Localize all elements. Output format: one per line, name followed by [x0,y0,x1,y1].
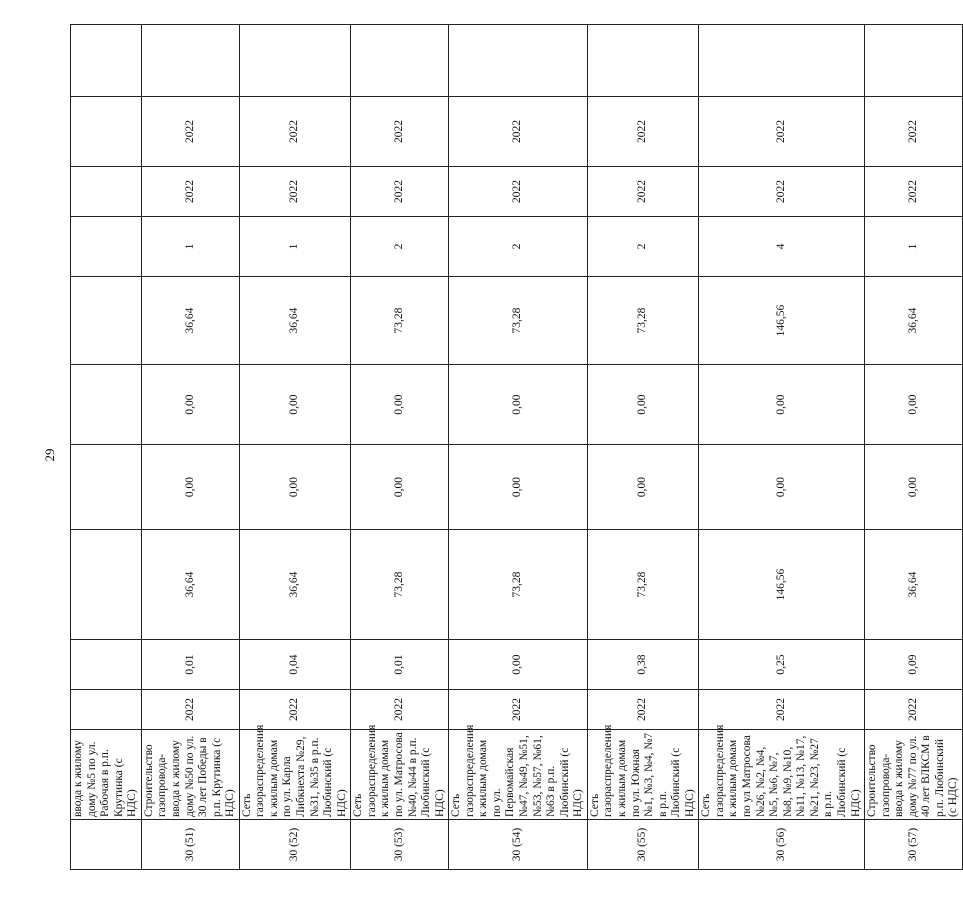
cell-c2: 36,64 [239,530,351,640]
cell-c5: 73,28 [449,277,588,365]
cell-c3: 0,00 [239,445,351,530]
cell-id: 30 (54) [449,820,588,870]
cell-y2: 2022 [699,97,865,167]
table-row [141,25,239,870]
cell-name: Сеть газораспределения к жилым домам по ул Матросова №26, №2, №4, №5, №6, №7, №8, №9, №10, №11, №13, №17, №21, №23, №27 в р.п. Любинский (с НДС) [699,730,865,820]
cell-name: Сеть газораспределения к жилым домам по ул. Карла Либкнехта №29, №31, №35 в р.п. Любинский (с НДС) [239,730,351,820]
cell-count: 2 [587,217,699,277]
cell-empty [449,25,588,97]
cell-year: 2022 [699,690,865,730]
cell-c1: 0,00 [449,640,588,690]
cell-c5: 146,56 [699,277,865,365]
cell-y2: 2022 [239,97,351,167]
cell-c3: 0,00 [449,445,588,530]
cell-id: 30 (55) [587,820,699,870]
cell-c4: 0,00 [699,365,865,445]
cell-id: 30 (56) [699,820,865,870]
cell-y1: 2022 [239,167,351,217]
cell-c4: 0,00 [141,365,239,445]
cell-name: ввода к жилому дому №5 по ул. Рабочая в р.п. Крутинка (с НДС) [71,730,142,820]
cell-c3: 0,00 [351,445,449,530]
cell-year [71,690,142,730]
cell-c3: 0,00 [865,445,963,530]
table-row [71,25,142,870]
cell-y2: 2022 [449,97,588,167]
cell-year: 2022 [865,690,963,730]
projects-table [70,24,963,870]
cell-year: 2022 [449,690,588,730]
cell-count: 4 [699,217,865,277]
table-body [71,25,963,870]
cell-c3: 0,00 [587,445,699,530]
cell-c3 [71,445,142,530]
cell-y2: 2022 [351,97,449,167]
cell-c2: 73,28 [351,530,449,640]
cell-c5 [71,277,142,365]
cell-id: 30 (53) [351,820,449,870]
table-row [865,25,963,870]
cell-y1: 2022 [865,167,963,217]
cell-count: 1 [865,217,963,277]
cell-c2: 73,28 [449,530,588,640]
cell-c2: 36,64 [865,530,963,640]
cell-c5: 73,28 [587,277,699,365]
cell-c1: 0,01 [141,640,239,690]
rotated-table-wrapper [70,25,960,870]
cell-y2: 2022 [865,97,963,167]
cell-c2: 36,64 [141,530,239,640]
cell-name: Строительство газопровода-ввода к жилому дому №77 по ул. 40 лет ВЛКСМ в р.п. Любинский (с НДС) [865,730,963,820]
cell-empty [587,25,699,97]
cell-empty [699,25,865,97]
table-row [351,25,449,870]
cell-year: 2022 [239,690,351,730]
cell-c5: 36,64 [141,277,239,365]
cell-c4: 0,00 [865,365,963,445]
cell-c1: 0,38 [587,640,699,690]
cell-y1 [71,167,142,217]
cell-c1: 0,01 [351,640,449,690]
cell-c3: 0,00 [699,445,865,530]
cell-empty [351,25,449,97]
cell-c5: 73,28 [351,277,449,365]
cell-c2: 73,28 [587,530,699,640]
cell-c2: 146,56 [699,530,865,640]
cell-y1: 2022 [449,167,588,217]
cell-year: 2022 [141,690,239,730]
cell-count: 2 [351,217,449,277]
cell-name: Сеть газораспределения к жилым домам по ул. Южная №1, №3, №4, №7 в р.п. Любинский (с НДС) [587,730,699,820]
cell-y1: 2022 [351,167,449,217]
cell-count: 2 [449,217,588,277]
cell-id [71,820,142,870]
cell-y2 [71,97,142,167]
cell-c5: 36,64 [865,277,963,365]
cell-name: Строительство газопровода-ввода к жилому дому №50 по ул. 30 лет Победы в р.п. Крутинка (с НДС) [141,730,239,820]
cell-year: 2022 [587,690,699,730]
cell-count: 1 [239,217,351,277]
cell-empty [71,25,142,97]
cell-name: Сеть газораспределения к жилым домам по ул. Матросова №40, №44 в р.п. Любинский (с НДС) [351,730,449,820]
cell-c1: 0,09 [865,640,963,690]
table-row [587,25,699,870]
cell-id: 30 (52) [239,820,351,870]
cell-c1 [71,640,142,690]
cell-y1: 2022 [587,167,699,217]
cell-empty [239,25,351,97]
cell-c4: 0,00 [351,365,449,445]
cell-id: 30 (57) [865,820,963,870]
cell-empty [141,25,239,97]
table-row [449,25,588,870]
cell-c5: 36,64 [239,277,351,365]
cell-empty [865,25,963,97]
cell-count: 1 [141,217,239,277]
cell-c4 [71,365,142,445]
cell-c4: 0,00 [587,365,699,445]
cell-c2 [71,530,142,640]
cell-c3: 0,00 [141,445,239,530]
cell-id: 30 (51) [141,820,239,870]
cell-y2: 2022 [141,97,239,167]
table-row [239,25,351,870]
cell-c1: 0,25 [699,640,865,690]
cell-c4: 0,00 [449,365,588,445]
cell-y1: 2022 [141,167,239,217]
cell-c4: 0,00 [239,365,351,445]
cell-c1: 0,04 [239,640,351,690]
cell-count [71,217,142,277]
cell-y1: 2022 [699,167,865,217]
page-number: 29 [42,448,57,462]
cell-year: 2022 [351,690,449,730]
table-row [699,25,865,870]
cell-y2: 2022 [587,97,699,167]
cell-name: Сеть газораспределения к жилым домам по ул. Первомайская №47, №49, №51, №53, №57, №61, №63 в р.п. Любинский (с НДС) [449,730,588,820]
